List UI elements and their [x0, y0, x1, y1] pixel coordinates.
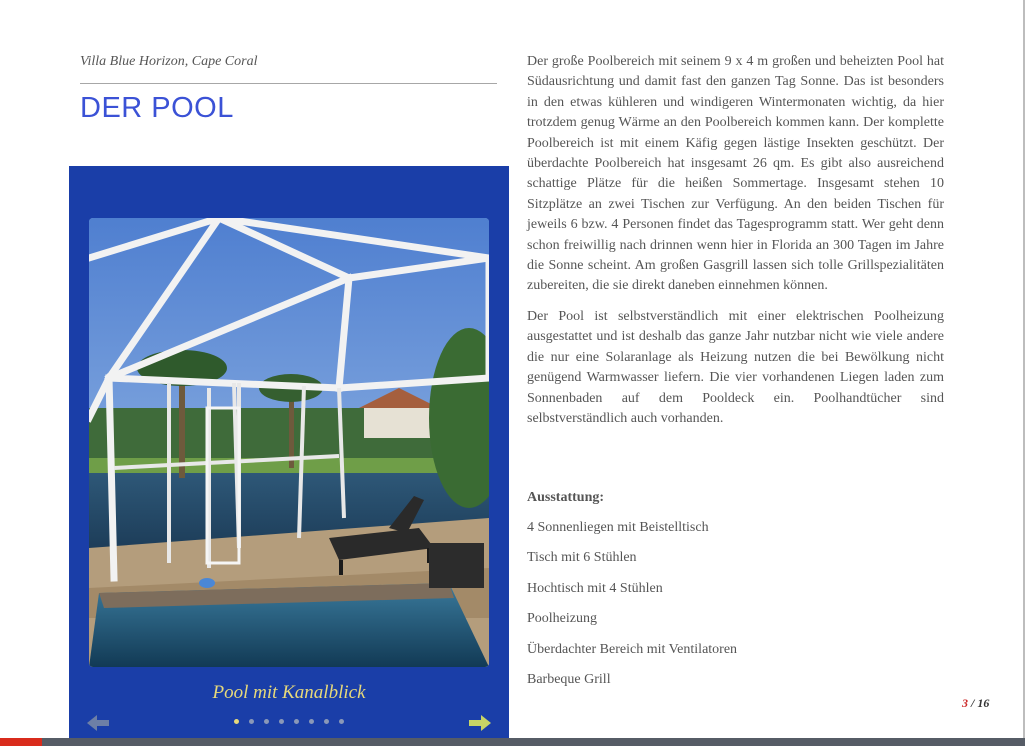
slide-dot-3[interactable]	[264, 719, 269, 724]
page-title: DER POOL	[80, 92, 234, 124]
feature-item: Überdachter Bereich mit Ventilatoren	[527, 641, 738, 657]
features-list	[527, 520, 737, 702]
slide-dot-6[interactable]	[309, 719, 314, 724]
gallery-photo[interactable]	[89, 218, 489, 667]
header-divider	[80, 83, 497, 84]
slide-dot-7[interactable]	[324, 719, 329, 724]
bottom-bar	[0, 738, 1025, 746]
photo-gallery	[69, 166, 509, 746]
page-number	[962, 696, 989, 711]
feature-item: Poolheizung	[527, 611, 597, 627]
slide-dot-1[interactable]	[234, 719, 239, 724]
gallery-caption: Pool mit Kanalblick	[212, 682, 366, 703]
slide-dot-8[interactable]	[339, 719, 344, 724]
features-heading: Ausstattung:	[527, 490, 605, 505]
total-pages: 16	[977, 696, 990, 710]
pool-photo-illustration	[89, 218, 489, 667]
page-separator: /	[968, 696, 978, 710]
slide-indicators	[69, 719, 509, 724]
feature-item: Tisch mit 6 Stühlen	[527, 550, 637, 566]
next-slide-button[interactable]	[469, 715, 491, 731]
arrow-right-icon	[469, 715, 491, 731]
feature-item: Hochtisch mit 4 Stühlen	[527, 580, 663, 596]
description-paragraph-2: Der Pool ist selbstverständlich mit einer elektrischen Poolheizung ausgestattet und ist deshalb das ganze Jahr nutzbar nicht wie viele andere die nur eine Solaranlage als Heizung nutzen die bei Bewölkung nicht genügend Warmwasser liefern. Die vier vorhandenen Liegen laden zum Sonnenbaden auf dem Pooldeck ein. Poolhandtücher sind selbstverständlich auch vorhanden.	[527, 308, 944, 426]
feature-item: 4 Sonnenliegen mit Beistelltisch	[527, 520, 709, 535]
slide-dot-4[interactable]	[279, 719, 284, 724]
villa-subtitle: Villa Blue Horizon, Cape Coral	[80, 54, 258, 69]
description-paragraph-1: Der große Poolbereich mit seinem 9 x 4 m großen und beheizten Pool hat Südausrichtung und damit fast den ganzen Tag Sonne. Das ist besonders in den etwas kühleren und windigeren Wintermonaten wichtig, da hier trotzdem genug Wärme an den Poolbereich kommen kann. Der komplette Poolbereich ist mit einem Käfig gegen lästige Insekten geschützt. Der überdachte Poolbereich hat insgesamt 26 qm. Es gibt also ausreichend schattige Plätze für die heißen Sommertage. Insgesamt stehen 10 Sitzplätze an zwei Tischen zur Verfügung. An den beiden Tischen für jeweils 6 bzw. 4 Personen findet das Tagesprogramm statt. Wer geht denn schon freiwillig nach drinnen wenn hier in Florida an 300 Tagen im Jahre die Sonne scheint. Am großen Gasgrill lassen sich tolle Grillspezialitäten zubereiten, die sie direkt daneben einnehmen können.	[527, 54, 944, 294]
slide-dot-2[interactable]	[249, 719, 254, 724]
feature-item: Barbeque Grill	[527, 671, 611, 687]
slide-dot-5[interactable]	[294, 719, 299, 724]
description-text	[527, 52, 944, 439]
current-page: 3	[962, 696, 968, 710]
bottom-bar-accent	[0, 738, 42, 746]
